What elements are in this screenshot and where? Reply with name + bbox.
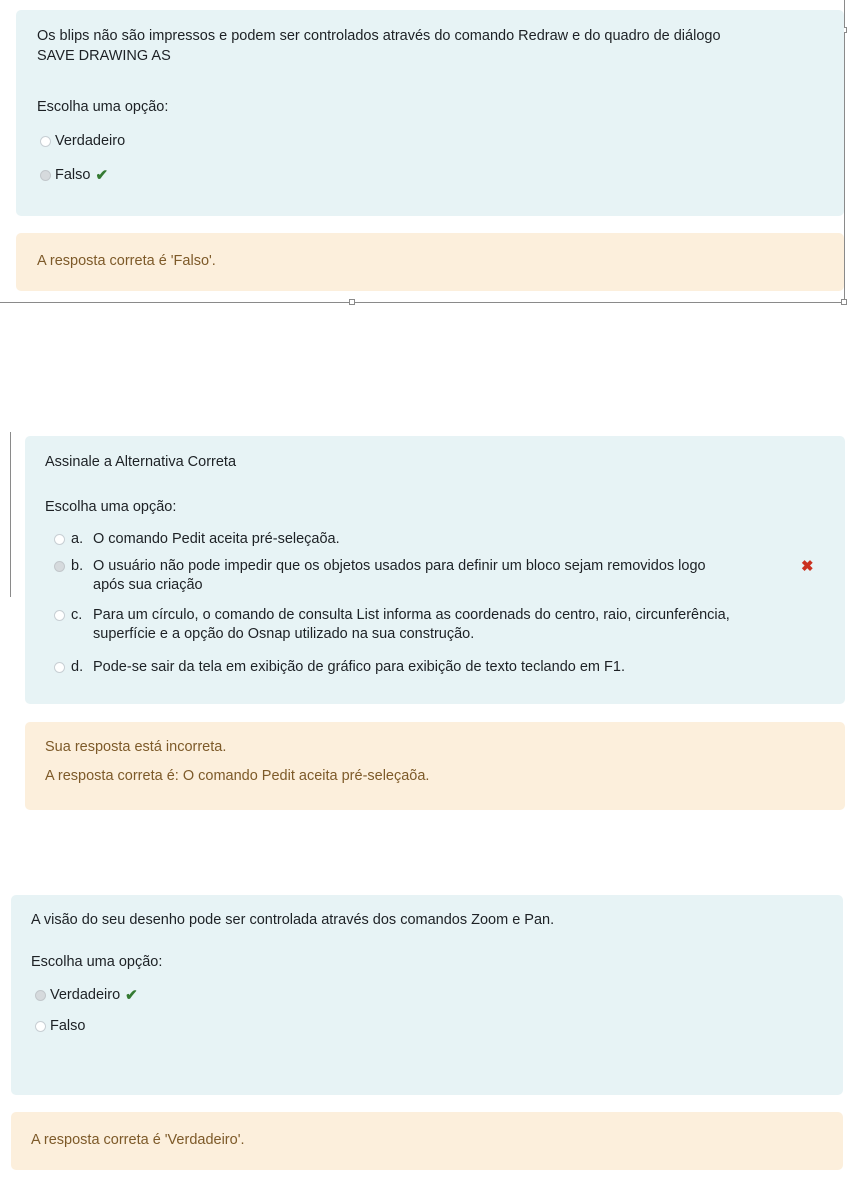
image-frame-left — [10, 432, 11, 597]
question-1-option-falso[interactable] — [40, 166, 108, 185]
question-2-box — [25, 436, 845, 704]
radio-button-selected[interactable] — [35, 990, 46, 1001]
option-text-line2: após sua criação — [93, 577, 203, 593]
question-2-prompt: Escolha uma opção: — [45, 499, 177, 515]
option-text-line1: Pode-se sair da tela em exibição de gráfico para exibição de texto teclando em F1. — [93, 659, 625, 675]
option-text-line2: superfície e a opção do Osnap utilizado na sua construção. — [93, 626, 475, 642]
question-2-option-b[interactable] — [54, 557, 814, 595]
question-3-box — [11, 895, 843, 1095]
question-1-box — [16, 10, 844, 216]
question-2-option-c[interactable] — [54, 606, 834, 644]
question-1-feedback — [16, 233, 844, 291]
option-letter: c. — [71, 607, 83, 623]
question-1-text-line1: Os blips não são impressos e podem ser controlados através do comando Redraw e do quadro de diálogo — [37, 28, 721, 44]
resize-handle-corner[interactable] — [841, 299, 847, 305]
question-2-text: Assinale a Alternativa Correta — [45, 454, 237, 470]
option-letter: a. — [71, 531, 84, 547]
radio-button[interactable] — [54, 534, 65, 545]
image-frame-bottom — [0, 302, 845, 303]
question-3-feedback-text: A resposta correta é 'Verdadeiro'. — [31, 1132, 245, 1148]
question-3-text: A visão do seu desenho pode ser controlada através dos comandos Zoom e Pan. — [31, 912, 555, 928]
question-1-text — [37, 26, 721, 66]
question-3-option-verdadeiro[interactable] — [35, 986, 138, 1005]
option-letter: d. — [71, 659, 84, 675]
question-3-feedback — [11, 1112, 843, 1170]
question-2-option-d[interactable] — [54, 658, 814, 677]
radio-button[interactable] — [54, 610, 65, 621]
question-2-feedback — [25, 722, 845, 810]
option-text-line1: Para um círculo, o comando de consulta List informa as coordenads do centro, raio, circunferência, — [93, 607, 730, 623]
image-frame-right — [844, 0, 845, 303]
option-text-line1: O comando Pedit aceita pré-seleçaõa. — [93, 531, 340, 547]
option-text-line1: O usuário não pode impedir que os objetos usados para definir um bloco sejam removidos logo — [93, 558, 706, 574]
question-1-feedback-text: A resposta correta é 'Falso'. — [37, 253, 216, 269]
option-letter: b. — [71, 558, 84, 574]
incorrect-cross-icon: ✖ — [801, 558, 814, 575]
question-3-prompt: Escolha uma opção: — [31, 954, 163, 970]
question-2-feedback-line2: A resposta correta é: O comando Pedit aceita pré-seleçaõa. — [45, 768, 430, 784]
question-2-option-a[interactable] — [54, 530, 814, 549]
radio-button-selected[interactable] — [54, 561, 65, 572]
option-label: Verdadeiro — [50, 987, 121, 1003]
option-text — [93, 557, 706, 595]
resize-handle-bottom[interactable] — [349, 299, 355, 305]
correct-check-icon: ✔ — [95, 167, 109, 184]
correct-check-icon: ✔ — [125, 987, 138, 1004]
option-text — [93, 658, 625, 677]
option-label: Falso — [55, 167, 91, 183]
question-1-option-verdadeiro[interactable] — [40, 132, 125, 151]
question-1-prompt: Escolha uma opção: — [37, 99, 169, 115]
question-2-feedback-line1: Sua resposta está incorreta. — [45, 739, 227, 755]
option-label: Falso — [50, 1018, 86, 1034]
question-1-text-line2: SAVE DRAWING AS — [37, 48, 171, 64]
radio-button[interactable] — [54, 662, 65, 673]
option-label: Verdadeiro — [55, 133, 126, 149]
question-3-option-falso[interactable] — [35, 1017, 85, 1036]
radio-button[interactable] — [40, 136, 51, 147]
radio-button[interactable] — [35, 1021, 46, 1032]
option-text — [93, 606, 730, 644]
option-text — [93, 530, 340, 549]
radio-button-selected[interactable] — [40, 170, 51, 181]
